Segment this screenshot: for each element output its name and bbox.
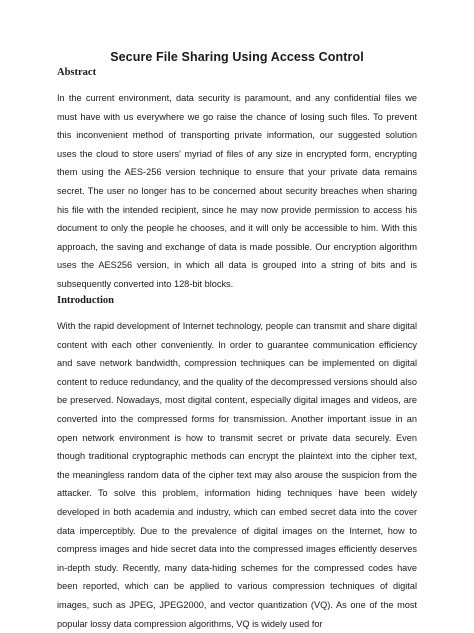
introduction-paragraph: With the rapid development of Internet technology, people can transmit and share digital content with each other conveniently. In order to guarantee communication efficiency and save network bandwidth, compression techniques can be implemented on digital content to reduce redundancy, and the quality of the decompressed versions should also be preserved. Nowadays, most digital content, especially digital images and videos, are converted into the compressed forms for transmission. Another important issue in an open network environment is how to transmit secret or private data securely. Even though traditional cryptographic methods can encrypt the plaintext into the cipher text, the meaningless random data of the cipher text may also arouse the suspicion from the attacker. To solve this problem, information hiding techniques have been widely developed in both academia and industry, which can embed secret data into the cover data imperceptibly. Due to the prevalence of digital images on the Internet, how to compress images and hide secret data into the compressed images efficiently deserves in-depth study. Recently, many data-hiding schemes for the compressed codes have been reported, which can be applied to various compression techniques of digital images, such as JPEG, JPEG2000, and vector quantization (VQ). As one of the most popular lossy data compression algorithms, VQ is widely used for (57, 321, 417, 629)
abstract-heading: Abstract (57, 67, 97, 78)
paper-title: Secure File Sharing Using Access Control (110, 50, 364, 64)
introduction-heading: Introduction (57, 295, 114, 306)
abstract-paragraph: In the current environment, data security is paramount, and any confidential files we must have with us everywhere we go raise the chance of losing such files. To prevent this inconvenient method of transporting private information, our suggested solution uses the cloud to store users' myriad of files of any size in encrypted form, encrypting them using the AES-256 version technique to ensure that your private data remains secret. The user no longer has to be concerned about security breaches when sharing his file with the intended recipient, since he may now provide permission to access his document to only the people he chooses, and it will only be accessible to him. With this approach, the saving and exchange of data is made possible. Our encryption algorithm uses the AES256 version, in which all data is grouped into a string of bits and is subsequently converted into 128-bit blocks. (57, 93, 417, 289)
